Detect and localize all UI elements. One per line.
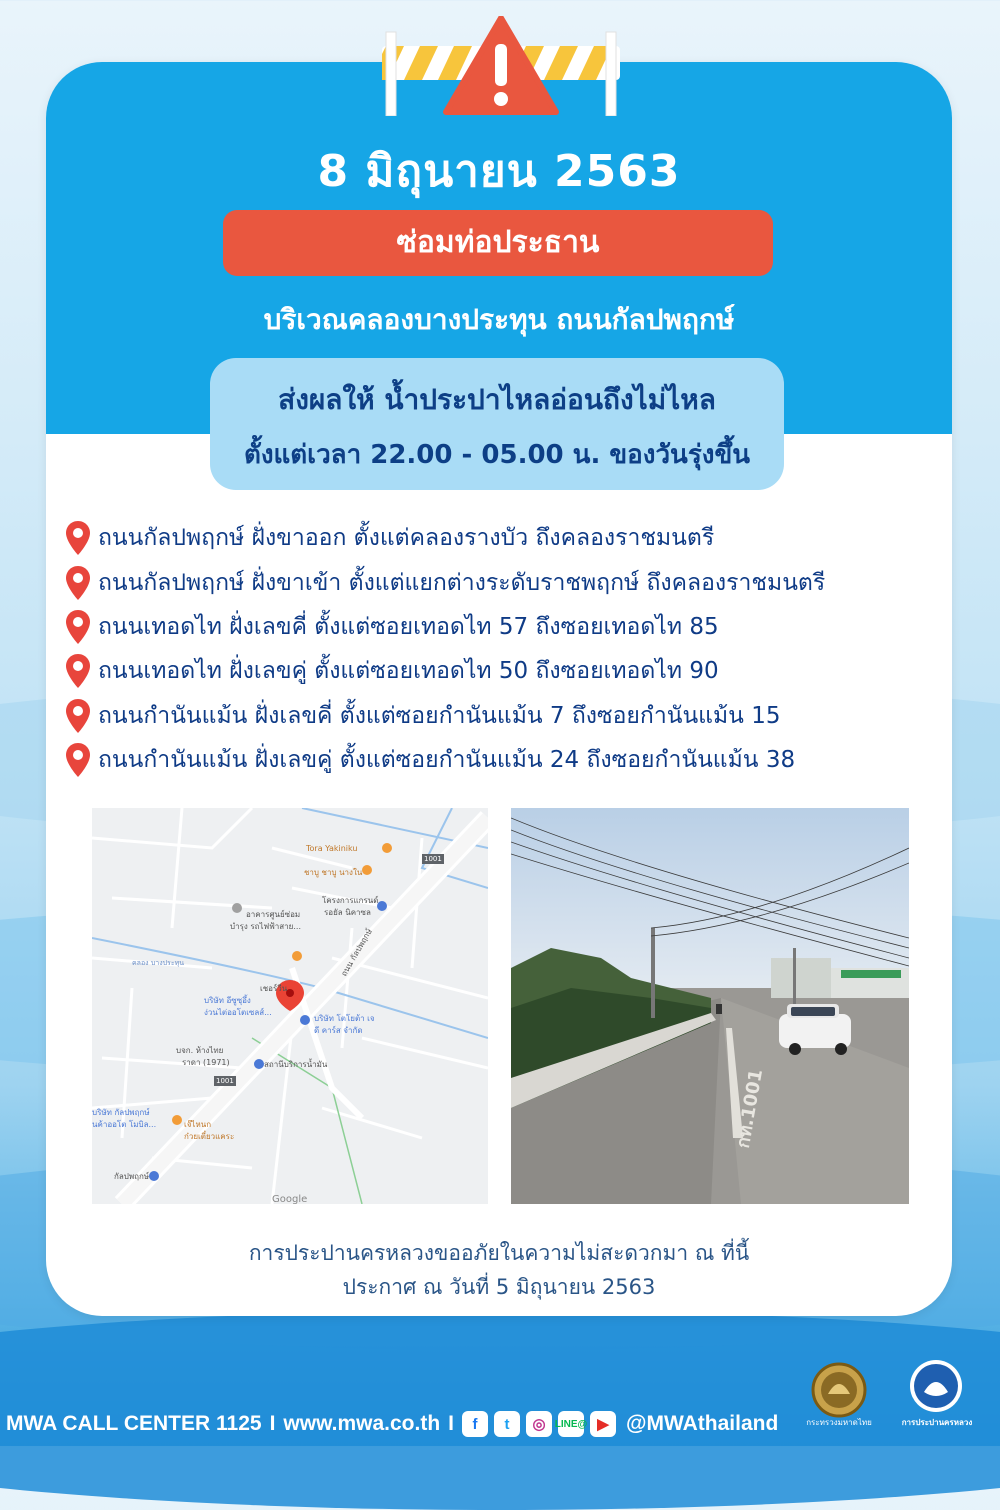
list-item (64, 605, 944, 649)
map-label: เชอร์วีน (260, 984, 288, 993)
map-label: รอยัล นิคาซล (324, 908, 371, 917)
map-label: บริษัท กัลปพฤกษ์ (92, 1108, 150, 1117)
repair-badge: ซ่อมท่อประธาน (223, 210, 773, 276)
map-label: โครงการแกรนด์ (322, 896, 379, 905)
area-text: ถนนกัลปพฤกษ์ ฝั่งขาออก ตั้งแต่คลองรางบัว ถึงคลองราชมนตรี (98, 525, 715, 552)
website-link[interactable]: www.mwa.co.th (283, 1412, 441, 1435)
google-logo: Google (272, 1194, 308, 1204)
road-marking: กท.1001 (732, 1067, 768, 1150)
map-label: เจ๊ไหนก (184, 1120, 212, 1129)
location-map (92, 808, 488, 1204)
list-item (64, 649, 944, 693)
map-label: บริษัท อีซูซุอึ้ง (204, 996, 251, 1005)
instagram-icon[interactable]: ◎ (526, 1411, 552, 1437)
list-item (64, 560, 944, 604)
apology-text: การประปานครหลวงขออภัยในความไม่สะดวกมา ณ ที่นี้ (248, 1241, 750, 1265)
separator: I (448, 1412, 454, 1435)
map-label: นค้าออโต โมบิล... (92, 1120, 157, 1129)
affected-area-list (64, 516, 944, 782)
effect-time: ตั้งแต่เวลา 22.00 - 05.00 น. ของวันรุ่งขึ้น (243, 440, 751, 470)
effect-box (210, 358, 784, 490)
location-pin-icon (64, 742, 92, 778)
map-label: ดี คาร์ส จำกัด (314, 1026, 363, 1035)
route-marker: 1001 (216, 1077, 234, 1085)
apology-note (46, 1236, 952, 1304)
separator: I (269, 1412, 276, 1435)
announcement-date: ประกาศ ณ วันที่ 5 มิถุนายน 2563 (342, 1275, 656, 1299)
route-marker: 1001 (424, 855, 442, 863)
call-center[interactable]: MWA CALL CENTER 1125 (6, 1412, 262, 1435)
location-pin-icon (64, 609, 92, 645)
mwa-caption: การประปานครหลวง (901, 1418, 973, 1427)
outage-date: 8 มิถุนายน 2563 (317, 146, 681, 197)
map-label: ก๋วยเตี๋ยวแคระ (184, 1132, 235, 1141)
location-pin-icon (64, 520, 92, 556)
warning-barrier-icon (376, 16, 626, 116)
map-label: คลอง บางประทุน (132, 959, 184, 967)
location-pin-icon (64, 565, 92, 601)
social-handle[interactable]: @MWAthailand (626, 1412, 779, 1435)
repair-location: บริเวณคลองบางประทุน ถนนกัลปพฤกษ์ (263, 303, 735, 336)
footer-bar (0, 1402, 800, 1446)
youtube-icon[interactable]: ▶ (590, 1411, 616, 1437)
street-photo (511, 808, 909, 1204)
map-label: กัลปพฤกษ์ (114, 1172, 150, 1181)
area-text: ถนนกำนันแม้น ฝั่งเลขคี่ ตั้งแต่ซอยกำนันแม้น 7 ถึงซอยกำนันแม้น 15 (98, 702, 781, 729)
line-icon[interactable]: LINE@ (558, 1411, 584, 1437)
map-label: บริษัท โตโยต้า เจ (314, 1014, 375, 1023)
area-text: ถนนกำนันแม้น ฝั่งเลขคู่ ตั้งแต่ซอยกำนันแม้น 24 ถึงซอยกำนันแม้น 38 (98, 747, 796, 774)
map-label: Tora Yakiniku (306, 844, 358, 853)
list-item (64, 738, 944, 782)
location-pin-icon (64, 653, 92, 689)
map-label: บจก. ห้างไทย (176, 1046, 224, 1055)
effect-text: ส่งผลให้ น้ำประปาไหลอ่อนถึงไม่ไหล (278, 383, 716, 416)
area-text: ถนนเทอดไท ฝั่งเลขคู่ ตั้งแต่ซอยเทอดไท 50 ถึงซอยเทอดไท 90 (98, 658, 719, 685)
map-label: ราดา (1971) (182, 1058, 230, 1067)
location-pin-icon (64, 698, 92, 734)
area-text: ถนนเทอดไท ฝั่งเลขคี่ ตั้งแต่ซอยเทอดไท 57 ถึงซอยเทอดไท 85 (98, 613, 719, 640)
map-label: ชาบู ชาบู นางใน (304, 868, 363, 877)
map-label: ง่วนไต่ออโตเซลส์... (204, 1008, 272, 1017)
area-text: ถนนกัลปพฤกษ์ ฝั่งขาเข้า ตั้งแต่แยกต่างระดับราชพฤกษ์ ถึงคลองราชมนตรี (98, 569, 826, 596)
list-item (64, 694, 944, 738)
list-item (64, 516, 944, 560)
twitter-icon[interactable]: t (494, 1411, 520, 1437)
map-label: อาคารศูนย์ซ่อม (246, 910, 301, 919)
map-label: สถานีบริการน้ำมัน (264, 1060, 328, 1069)
map-label: บำรุง รถไฟฟ้าสาย... (230, 922, 301, 931)
map-label: ถนน กัลปพฤกษ์ (339, 927, 374, 978)
ministry-caption: กระทรวงมหาดไทย (806, 1418, 872, 1427)
facebook-icon[interactable]: f (462, 1411, 488, 1437)
